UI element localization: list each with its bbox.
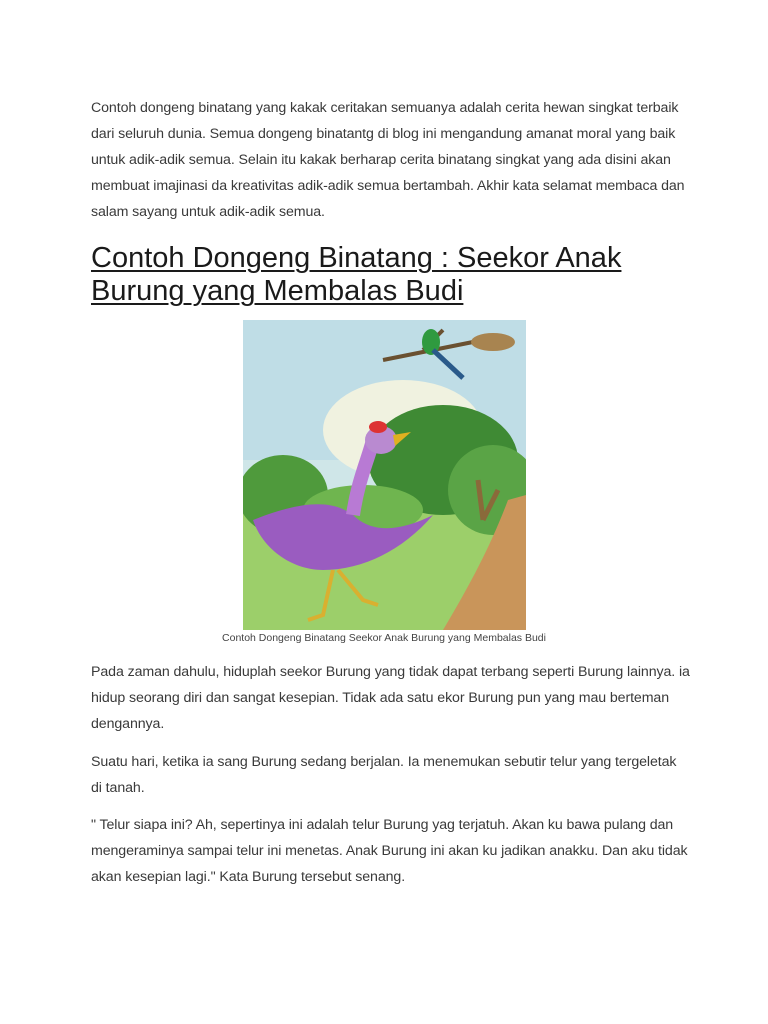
- story-paragraph: " Telur siapa ini? Ah, sepertinya ini adalah telur Burung yag terjatuh. Akan ku bawa pulang dan mengeraminya sampai telur ini menetas. Anak Burung ini akan ku jadikan anakku. Dan aku tidak akan kesepian lagi." Kata Burung tersebut senang.: [91, 817, 688, 885]
- story-illustration: [243, 320, 526, 630]
- figure-caption: Contoh Dongeng Binatang Seekor Anak Burung yang Membalas Budi: [222, 632, 546, 644]
- story-paragraph: Suatu hari, ketika ia sang Burung sedang berjalan. Ia menemukan sebutir telur yang tergeletak di tanah.: [91, 754, 677, 796]
- story-heading: Contoh Dongeng Binatang : Seekor Anak Burung yang Membalas Budi: [91, 242, 622, 307]
- story-paragraph: Pada zaman dahulu, hiduplah seekor Burung yang tidak dapat terbang seperti Burung lainnya. ia hidup seorang diri dan sangat kesepian. Tidak ada satu ekor Burung pun yang mau berteman dengannya.: [91, 664, 690, 732]
- intro-paragraph: Contoh dongeng binatang yang kakak ceritakan semuanya adalah cerita hewan singkat terbaik dari seluruh dunia. Semua dongeng binatantg di blog ini mengandung amanat moral yang baik untuk adik-adik semua. Selain itu kakak berharap cerita binatang singkat yang ada disini akan membuat imajinasi da kreativitas adik-adik semua bertambah. Akhir kata selamat membaca dan salam sayang untuk adik-adik semua.: [91, 100, 685, 220]
